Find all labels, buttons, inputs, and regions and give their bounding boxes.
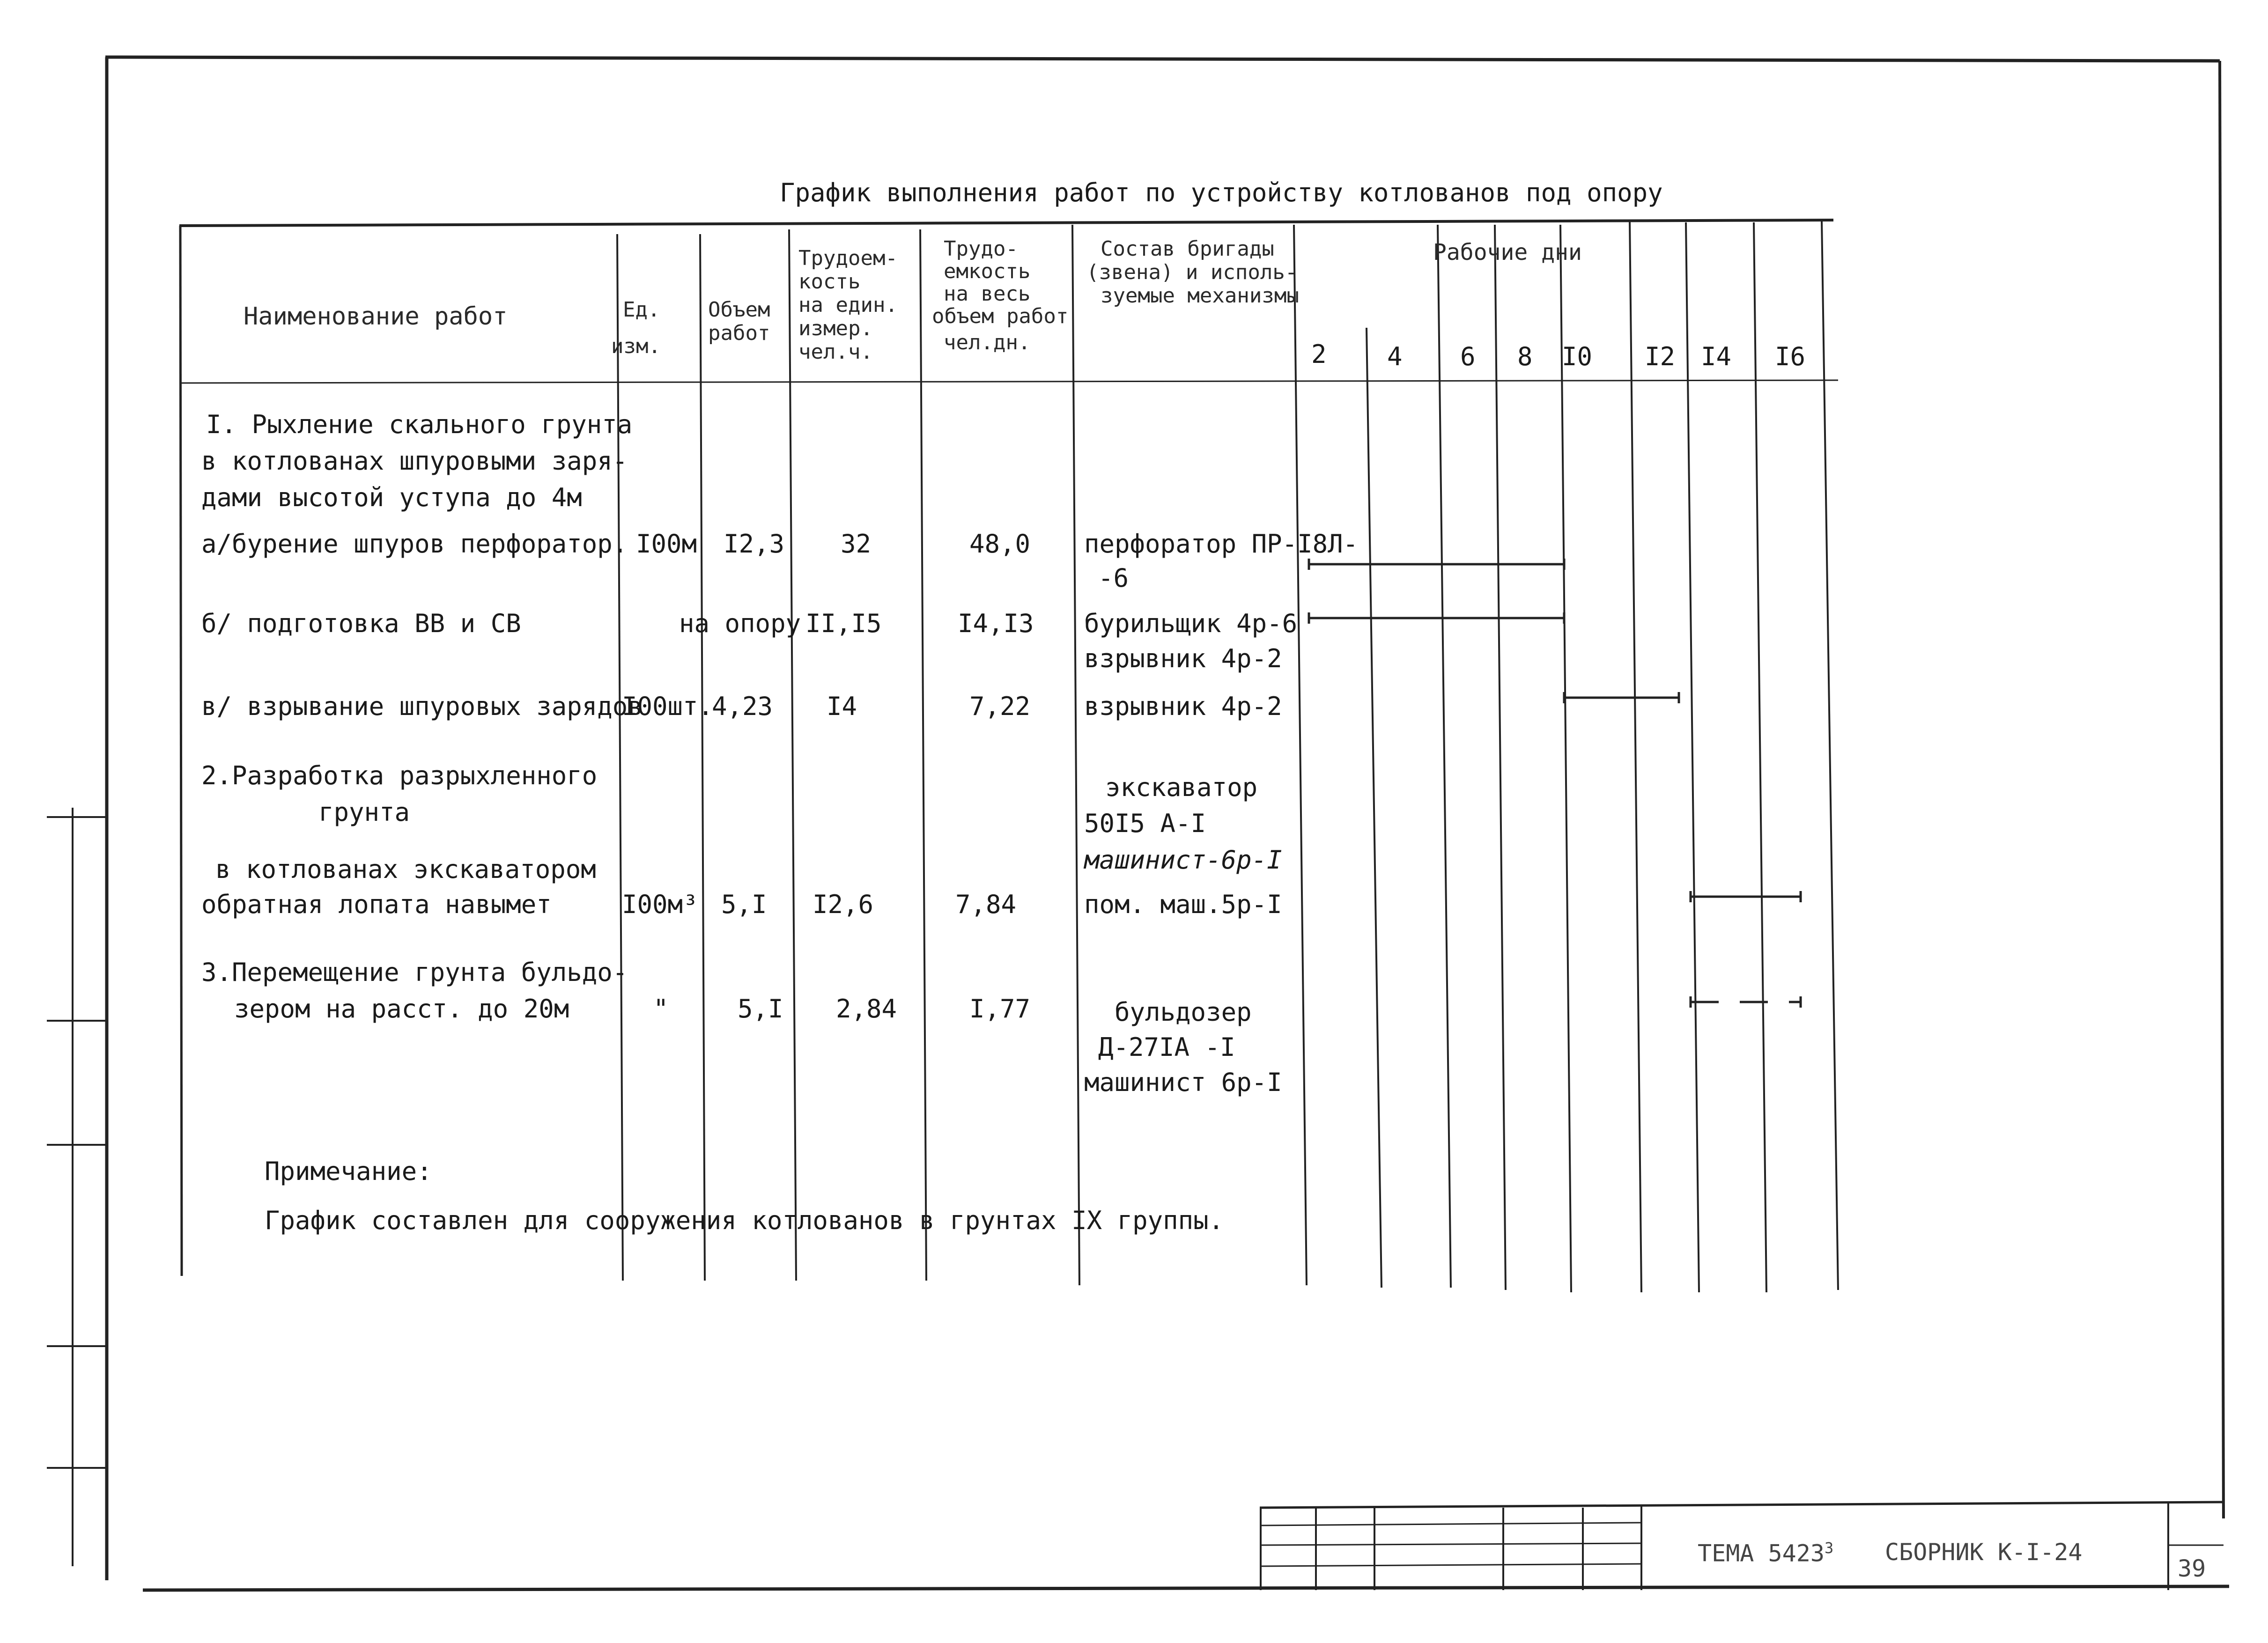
day-14: I4 xyxy=(1701,342,1732,371)
row-d-unit: I00м³ xyxy=(622,890,698,919)
header-crew-1: Состав бригады xyxy=(1101,237,1274,261)
row-b-labor-unit: I4,I3 xyxy=(958,609,1034,638)
header-days: Рабочие дни xyxy=(1433,239,1582,265)
stamp-theme: ТЕМА 5423$^3$ xyxy=(1698,1539,1834,1567)
day-6: 6 xyxy=(1460,342,1476,371)
row-c-unit: I00шт. xyxy=(622,692,714,721)
row-b-volume: II,I5 xyxy=(805,609,882,638)
schedule-table-grid xyxy=(179,220,1838,1292)
row-a-labor-total: 48,0 xyxy=(969,529,1031,559)
header-unit-2: изм. xyxy=(611,334,661,358)
day-2: 2 xyxy=(1311,339,1327,369)
day-12: I2 xyxy=(1645,342,1676,371)
header-labor-unit-4: измер. xyxy=(798,317,873,340)
header-unit-1: Ед. xyxy=(623,298,660,322)
header-volume-2: работ xyxy=(708,321,770,345)
row-d-labor-total: 7,84 xyxy=(955,890,1017,919)
day-4: 4 xyxy=(1387,342,1403,371)
row-a-labor-unit: 32 xyxy=(841,529,872,559)
row-e-crew-3: машинист 6р-I xyxy=(1084,1068,1282,1097)
note-label: Примечание: xyxy=(265,1157,432,1186)
section-2-line-1: 2.Разработка разрыхленного xyxy=(201,761,598,790)
row-d-crew-1: экскаватор xyxy=(1105,773,1258,802)
row-c-labor-total: 7,22 xyxy=(969,692,1031,721)
row-a-volume: I2,3 xyxy=(724,529,785,559)
note-text: График составлен для сооружения котлованов в грунтах IX группы. xyxy=(265,1206,1224,1235)
row-a-name: а/бурение шпуров перфоратор. xyxy=(201,529,628,559)
section-3-line-2: зером на расст. до 20м xyxy=(234,994,569,1024)
row-b-name: б/ подготовка ВВ и СВ xyxy=(201,609,521,638)
row-d-crew-2: 50I5 А-I xyxy=(1084,809,1206,838)
header-labor-total-5: чел.дн. xyxy=(944,331,1031,354)
row-d-crew-4: пом. маш.5р-I xyxy=(1084,890,1282,919)
header-labor-total-1: Трудо- xyxy=(944,237,1018,261)
header-name: Наименование работ xyxy=(244,302,508,331)
stamp-collection: СБОРНИК К-I-24 xyxy=(1885,1539,2083,1566)
day-8: 8 xyxy=(1517,342,1533,371)
section-1-line-3: дами высотой уступа до 4м xyxy=(201,483,582,512)
header-labor-unit-1: Трудоем- xyxy=(798,246,898,270)
header-crew-2: (звена) и исполь- xyxy=(1086,260,1298,284)
row-d-crew-3: машинист-6р-I xyxy=(1084,845,1282,875)
row-a-unit: I00м xyxy=(636,529,697,559)
row-e-crew-1: бульдозер xyxy=(1115,997,1252,1027)
row-c-volume: 4,23 xyxy=(712,692,773,721)
section-1-line-1: I. Рыхление скального грунта xyxy=(206,410,633,439)
day-16: I6 xyxy=(1775,342,1806,371)
page-title: График выполнения работ по устройству котлованов под опору xyxy=(780,178,1663,207)
row-e-labor-total: I,77 xyxy=(969,994,1031,1024)
row-d-name-1: в котлованах экскаватором xyxy=(215,855,596,884)
header-volume-1: Объем xyxy=(708,298,770,322)
row-d-labor-unit: I2,6 xyxy=(813,890,874,919)
day-10: I0 xyxy=(1562,342,1593,371)
schedule-bars xyxy=(1309,559,1801,1008)
row-c-labor-unit: I4 xyxy=(827,692,857,721)
row-e-labor-unit: 2,84 xyxy=(836,994,897,1024)
row-a-crew-1: перфоратор ПР-I8Л- xyxy=(1084,529,1359,559)
row-a-crew-2: -6 xyxy=(1098,563,1129,593)
row-c-crew-1: взрывник 4р-2 xyxy=(1084,692,1282,721)
sheet-number: 39 xyxy=(2178,1555,2206,1582)
header-labor-unit-3: на един. xyxy=(798,293,898,317)
row-c-name: в/ взрывание шпуровых зарядов xyxy=(201,692,643,721)
row-d-name-2: обратная лопата навымет xyxy=(201,890,552,919)
row-e-crew-2: Д-27IА -I xyxy=(1098,1032,1235,1062)
row-b-crew-2: взрывник 4р-2 xyxy=(1084,644,1282,673)
row-b-crew-1: бурильщик 4р-6 xyxy=(1084,609,1298,638)
header-labor-total-4: объем работ xyxy=(932,304,1069,328)
header-labor-total-2: емкость xyxy=(944,259,1031,283)
header-crew-3: зуемые механизмы xyxy=(1101,284,1299,308)
row-b-unit: на опору xyxy=(679,609,801,638)
header-labor-total-3: на весь xyxy=(944,282,1031,306)
header-labor-unit-5: чел.ч. xyxy=(798,340,873,364)
section-2-line-2: грунта xyxy=(318,797,410,827)
section-1-line-2: в котлованах шпуровыми заря- xyxy=(201,446,628,476)
section-3-line-1: 3.Перемещение грунта бульдо- xyxy=(201,958,628,987)
row-d-volume: 5,I xyxy=(721,890,767,919)
row-e-volume: 5,I xyxy=(738,994,783,1024)
header-labor-unit-2: кость xyxy=(798,270,861,294)
row-e-unit: " xyxy=(653,994,669,1024)
